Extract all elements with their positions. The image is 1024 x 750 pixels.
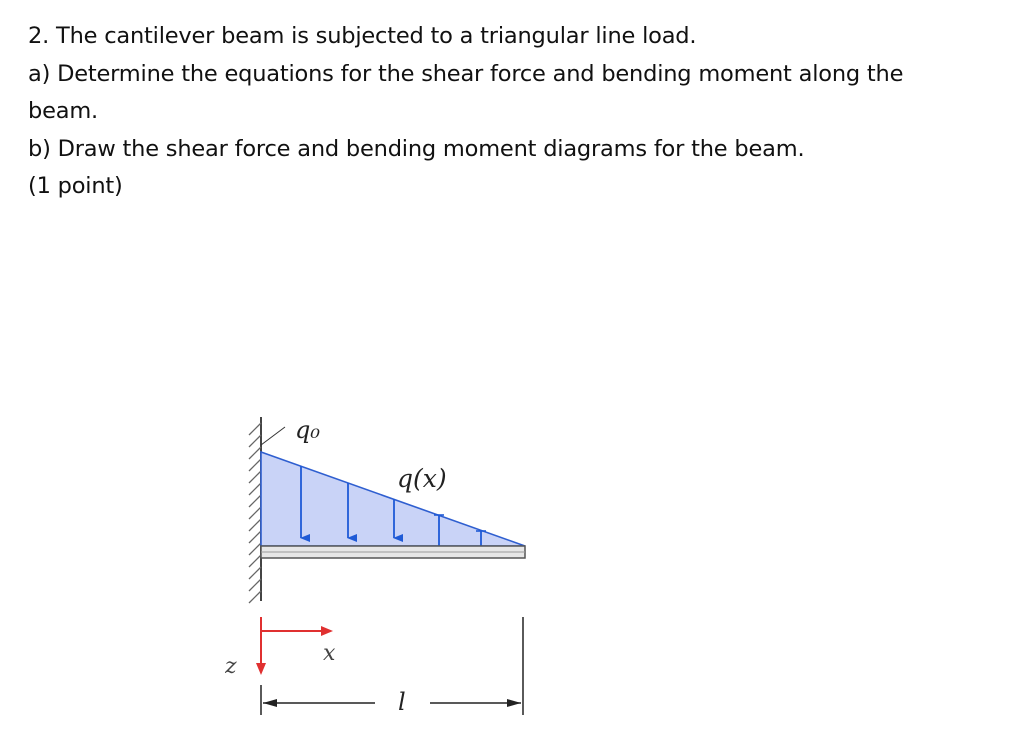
q0-leader-line — [261, 427, 285, 445]
q0-label: q₀ — [295, 416, 320, 444]
qx-label: q(x) — [397, 464, 447, 493]
part-b: b) Draw the shear force and bending moment diagrams for the beam. — [28, 135, 805, 162]
problem-statement — [28, 18, 1018, 206]
beam-diagram-svg — [225, 405, 545, 735]
part-a-line-2: beam. — [28, 98, 98, 124]
problem-heading: 2. The cantilever beam is subjected to a triangular line load. — [28, 23, 697, 49]
coordinate-axes — [256, 617, 333, 675]
beam — [261, 546, 525, 558]
x-axis-label: x — [323, 641, 336, 666]
cantilever-beam-figure — [225, 405, 545, 735]
length-label: l — [398, 688, 406, 716]
fixed-support-wall — [249, 417, 261, 603]
z-axis-label: z — [225, 654, 237, 679]
part-a-line-1: a) Determine the equations for the shear force and bending moment along the — [28, 60, 904, 87]
points-label: (1 point) — [28, 173, 123, 199]
